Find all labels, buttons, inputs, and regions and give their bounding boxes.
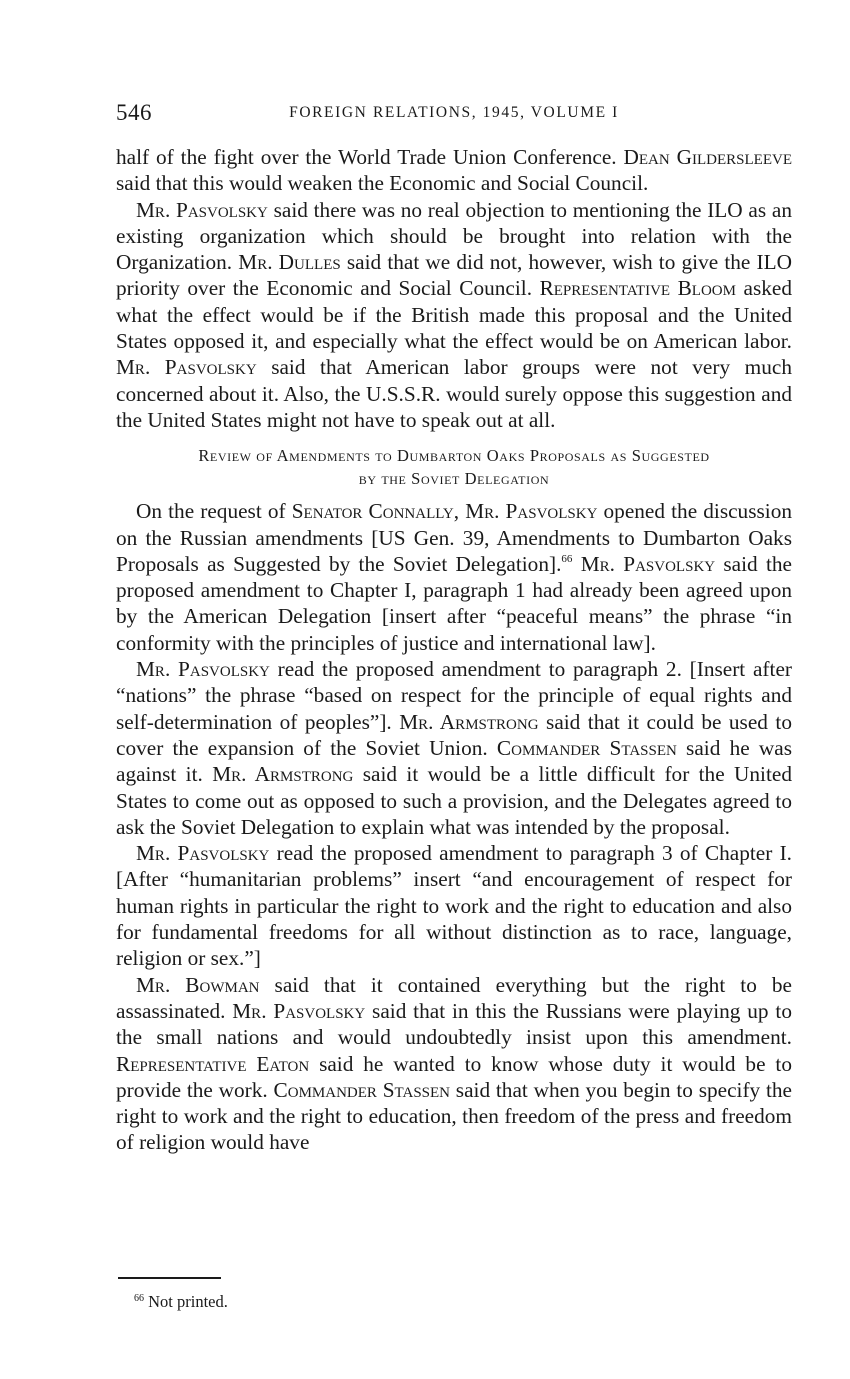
paragraph bbox=[116, 656, 792, 840]
footnote-reference[interactable]: 66 bbox=[561, 552, 573, 565]
speaker-name: Representative Eaton bbox=[116, 1051, 310, 1076]
paragraph bbox=[116, 840, 792, 971]
speaker-name: Mr. Armstrong bbox=[399, 709, 539, 734]
body-text bbox=[116, 144, 792, 1156]
paragraph bbox=[116, 144, 792, 197]
text-run: asked what the effect would be if the British made this proposal and the United States opposed it, and especially what the effect would be on American labor. bbox=[116, 276, 792, 354]
speaker-name: Commander Stassen bbox=[273, 1077, 451, 1102]
running-head: FOREIGN RELATIONS, 1945, VOLUME I bbox=[289, 104, 619, 121]
speaker-name: Mr. Pasvolsky bbox=[580, 551, 716, 576]
text-run: said there was no real objection to mentioning the ILO as an existing organization which should be brought into relation with the Organization. bbox=[116, 197, 792, 275]
text-run: said that it contained everything but the right to be assassinated. bbox=[116, 972, 792, 1023]
page-number: 546 bbox=[116, 100, 152, 125]
footnote-marker: 66 bbox=[134, 1293, 144, 1304]
text-run: said that in this the Russians were playing up to the small nations and would undoubtedly insist upon this amendment. bbox=[116, 998, 792, 1050]
paragraph bbox=[116, 972, 792, 1156]
speaker-name: Commander Stassen bbox=[496, 735, 677, 760]
text-run: half of the fight over the World Trade Union Conference. bbox=[116, 145, 624, 169]
speaker-name: Mr. Pasvolsky bbox=[136, 841, 270, 866]
footnote-divider bbox=[118, 1277, 221, 1279]
text-run: , bbox=[453, 499, 466, 524]
speaker-name: Mr. Bowman bbox=[136, 972, 260, 997]
text-run: said that we did not, however, wish to give the ILO priority over the Economic and Social Council. bbox=[116, 250, 792, 301]
text-run: said that this would weaken the Economic and Social Council. bbox=[116, 171, 649, 196]
text-run: said that it could be used to cover the expansion of the Soviet Union. bbox=[116, 709, 792, 760]
speaker-name: Mr. Dulles bbox=[238, 250, 341, 275]
footnote-text: Not printed. bbox=[148, 1292, 228, 1311]
text-run: On the request of bbox=[136, 499, 292, 524]
speaker-name: Senator Connally bbox=[291, 499, 454, 524]
text-run: read the proposed amendment to paragraph 2. [Insert after “nations” the phrase “based on respect for the principle of equal rights and self-determination of peoples”]. bbox=[116, 657, 792, 734]
section-heading-line-1: Review of Amendments to Dumbarton Oaks Proposals as Suggested bbox=[198, 446, 710, 466]
paragraph bbox=[116, 498, 792, 656]
page-header bbox=[116, 100, 792, 130]
speaker-name: Mr. Pasvolsky bbox=[136, 657, 270, 682]
text-run: said the proposed amendment to Chapter I, paragraph 1 had already been agreed upon by the American Delegation [insert after “peaceful means” the phrase “in conformity with the principles of justice and international law]. bbox=[116, 551, 792, 655]
speaker-name: Dean Gildersleeve bbox=[623, 145, 792, 169]
paragraph bbox=[116, 197, 792, 434]
text-run: said he was against it. bbox=[116, 735, 793, 787]
speaker-name: Mr. Pasvolsky bbox=[232, 998, 366, 1023]
speaker-name: Mr. Armstrong bbox=[212, 762, 354, 787]
text-run: said he wanted to know whose duty it would be to provide the work. bbox=[116, 1051, 793, 1102]
section-heading bbox=[116, 444, 792, 490]
speaker-name: Mr. Pasvolsky bbox=[465, 499, 598, 524]
text-run: said that American labor groups were not very much concerned about it. Also, the U.S.S.R. would surely oppose this suggestion and the United States might not have to speak out at all. bbox=[116, 355, 792, 432]
text-run: said that when you begin to specify the right to work and the right to education, then freedom of the press and freedom of religion would have bbox=[116, 1077, 792, 1155]
section-heading-line-2: by the Soviet Delegation bbox=[358, 469, 550, 489]
speaker-name: Mr. Pasvolsky bbox=[116, 355, 257, 380]
text-run: opened the discussion on the Russian amendments [US Gen. 39, Amendments to Dumbarton Oaks Proposals as Suggested by the Soviet Delegation]. bbox=[116, 499, 792, 576]
speaker-name: Mr. Pasvolsky bbox=[136, 197, 268, 222]
speaker-name: Representative Bloom bbox=[539, 276, 736, 301]
text-run: read the proposed amendment to paragraph 3 of Chapter I. [After “humanitarian problems” insert “and encouragement of respect for human rights in particular the right to work and the right to education and also for fundamental freedoms for all without distinction as to race, language, religion or sex.”] bbox=[116, 841, 792, 971]
footnote bbox=[134, 1288, 228, 1313]
text-run: said it would be a little difficult for the United States to come out as opposed to such a provision, and the Delegates agreed to ask the Soviet Delegation to explain what was intended by the proposal. bbox=[116, 762, 792, 839]
